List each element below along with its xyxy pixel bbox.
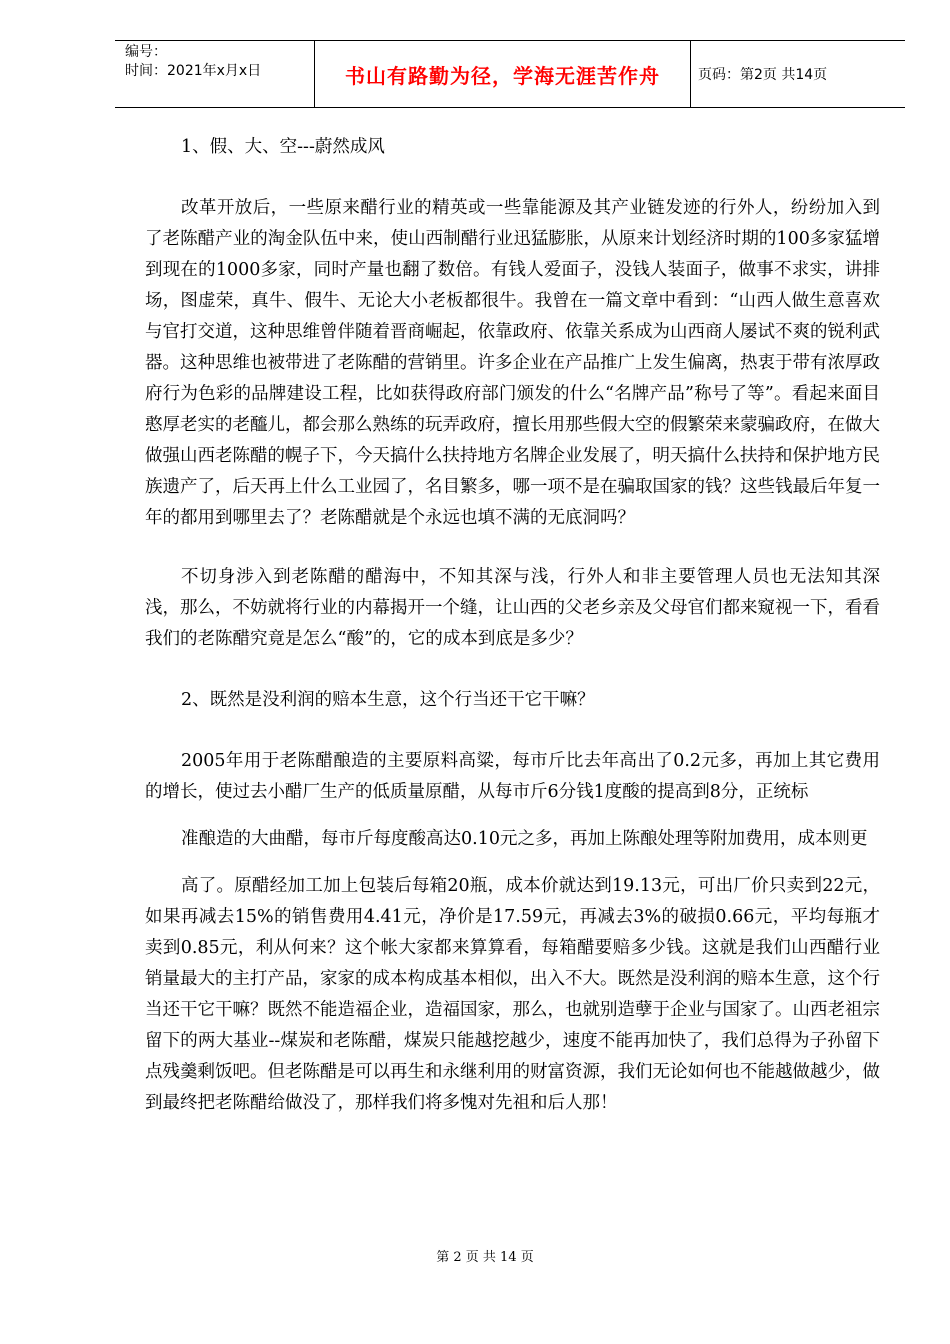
header-table — [115, 40, 905, 108]
serial-label: 编号： — [125, 44, 167, 60]
header-meta-cell — [115, 41, 315, 107]
section-heading-2: 2、既然是没利润的赔本生意，这个行当还干它干嘛？ — [181, 690, 595, 710]
paragraph: 不切身涉入到老陈醋的醋海中，不知其深与浅，行外人和非主要管理人员也无法知其深浅，那么，不妨就将行业的内幕揭开一个缝，让山西的父老乡亲及父母官们都来窥视一下，看看我们的老陈醋究竟是怎么“酸”的，它的成本到底是多少？ — [145, 567, 880, 649]
paragraph: 2005年用于老陈醋酿造的主要原料高粱，每市斤比去年高出了0.2元多，再加上其它费用的增长，使过去小醋厂生产的低质量原醋，从每市斤6分钱1度酸的提高到8分，正统标 — [145, 751, 880, 802]
time-label: 时间：2021年x月x日 — [125, 63, 262, 79]
header-motto: 书山有路勤为径，学海无涯苦作舟 — [315, 41, 691, 107]
header-page-info: 页码：第2页 共14页 — [698, 67, 828, 83]
paragraph: 改革开放后，一些原来醋行业的精英或一些靠能源及其产业链发迹的行外人，纷纷加入到了老陈醋产业的淘金队伍中来，使山西制醋行业迅猛膨胀，从原来计划经济时期的100多家猛增到现在的1000多家，同时产量也翻了数倍。有钱人爱面子，没钱人装面子，做事不求实，讲排场，图虚荣，真牛、假牛、无论大小老板都很牛。我曾在一篇文章中看到：“山西人做生意喜欢与官打交道，这种思维曾伴随着晋商崛起，依靠政府、依靠关系成为山西商人屡试不爽的锐利武器。这种思维也被带进了老陈醋的营销里。许多企业在产品推广上发生偏离，热衷于带有浓厚政府行为色彩的品牌建设工程，比如获得政府部门颁发的什么“名牌产品”称号了等”。看起来面目憨厚老实的老醯儿，都会那么熟练的玩弄政府，擅长用那些假大空的假繁荣来蒙骗政府，在做大做强山西老陈醋的幌子下，今天搞什么扶持地方名牌企业发展了，明天搞什么扶持和保护地方民族遗产了，后天再上什么工业园了，名目繁多，哪一项不是在骗取国家的钱？这些钱最后年复一年的都用到哪里去了？老陈醋就是个永远也填不满的无底洞吗？ — [145, 198, 880, 528]
document-body — [145, 132, 880, 1147]
paragraph: 准酿造的大曲醋，每市斤每度酸高达0.10元之多，再加上陈酿处理等附加费用，成本则更 — [181, 829, 868, 849]
paragraph: 高了。原醋经加工加上包装后每箱20瓶，成本价就达到19.13元，可出厂价只卖到22元，如果再减去15%的销售费用4.41元，净价是17.59元，再减去3%的破损0.66元，平均每瓶才卖到0.85元，利从何来？这个帐大家都来算算看，每箱醋要赔多少钱。这就是我们山西醋行业销量最大的主打产品，家家的成本构成基本相似，出入不大。既然是没利润的赔本生意，这个行当还干它干嘛？既然不能造福企业，造福国家，那么，也就别造孽于企业与国家了。山西老祖宗留下的两大基业--煤炭和老陈醋，煤炭只能越挖越少，速度不能再加快了，我们总得为子孙留下点残羹剩饭吧。但老陈醋是可以再生和永继利用的财富资源，我们无论如何也不能越做越少，做到最终把老陈醋给做没了，那样我们将多愧对先祖和后人那！ — [145, 876, 880, 1113]
page-footer: 第 2 页 共 14 页 — [436, 1250, 534, 1265]
section-heading-1: 1、假、大、空---蔚然成风 — [181, 137, 385, 157]
